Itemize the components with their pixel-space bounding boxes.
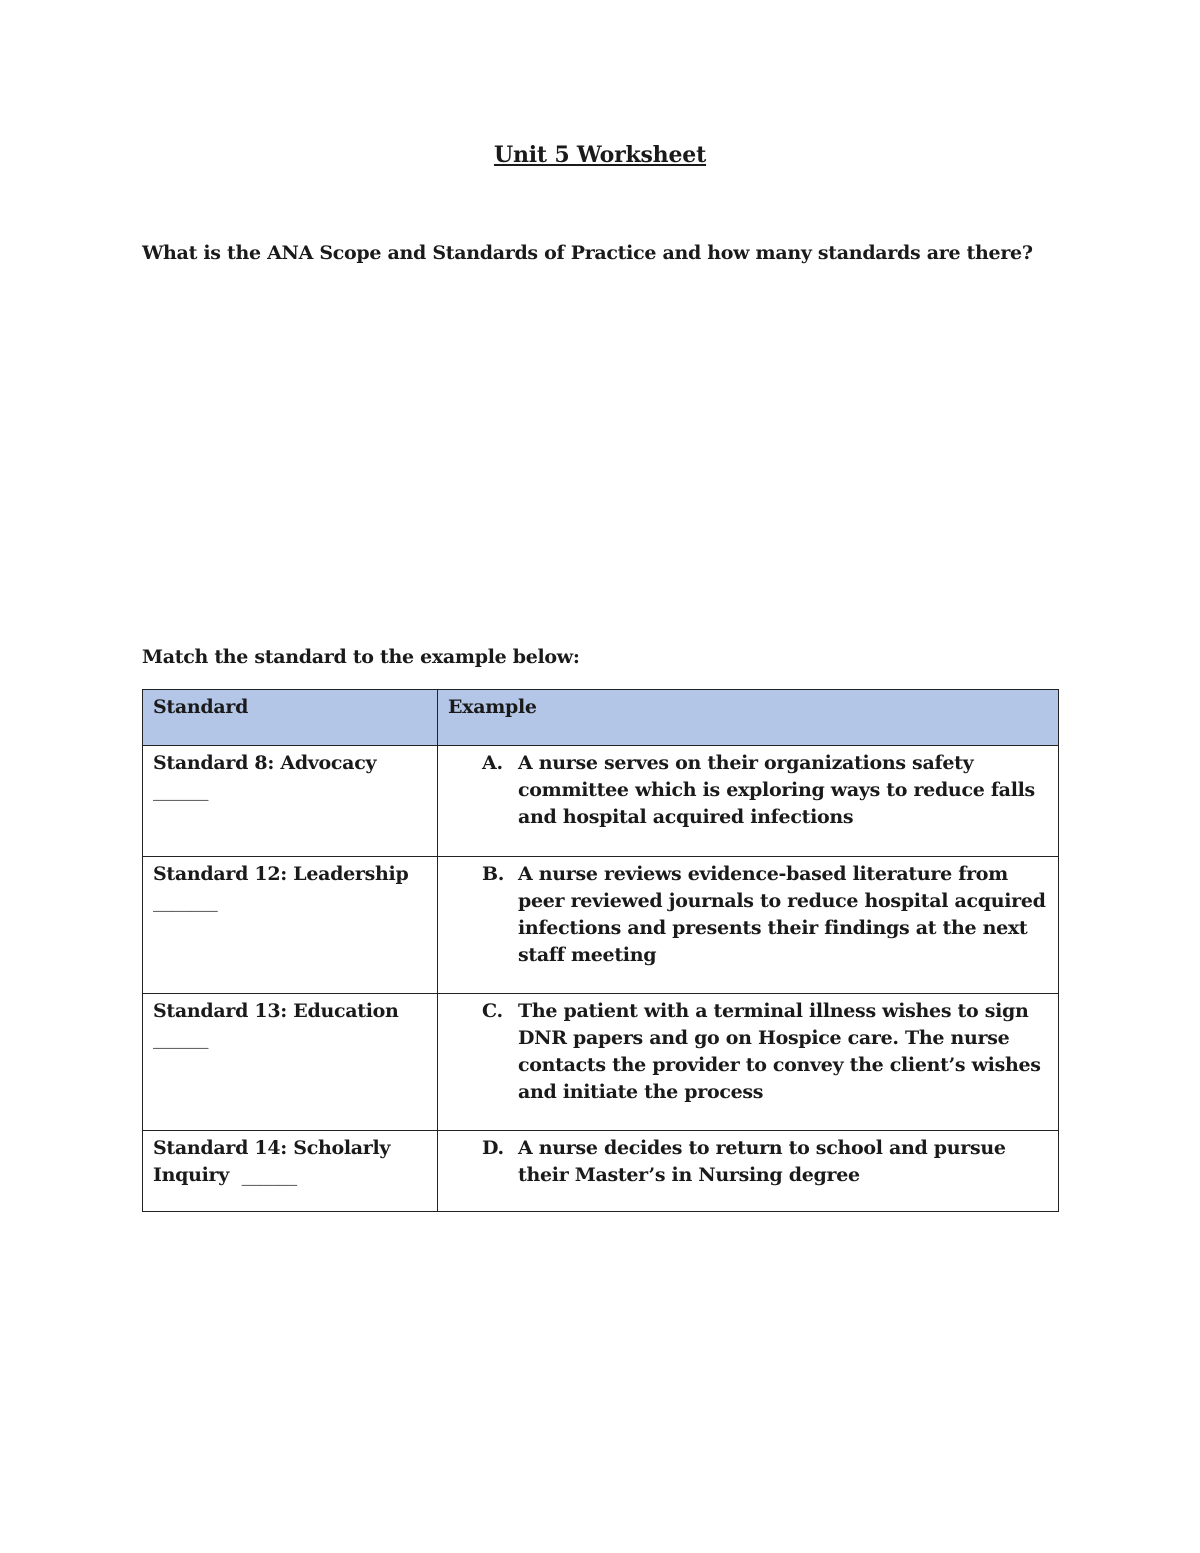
table-row [143, 1131, 1059, 1212]
page-title: Unit 5 Worksheet [493, 142, 707, 168]
example-text: A nurse reviews evidence-based literature from peer reviewed journals to reduce hospital acquired infections and presents their findings at the next staff meeting [518, 863, 1046, 966]
header-example: Example [438, 690, 1059, 746]
standard-label: Standard 14: Scholarly Inquiry [153, 1137, 391, 1186]
standard-label: Standard 8: Advocacy [153, 752, 377, 774]
standard-cell [143, 1131, 438, 1212]
example-cell [438, 857, 1059, 994]
example-text: The patient with a terminal illness wishes to sign DNR papers and go on Hospice care. The nurse contacts the provider to convey the client’s wishes and initiate the process [518, 1000, 1041, 1103]
table-row [143, 857, 1059, 994]
example-letter: A. [482, 752, 503, 774]
header-standard: Standard [143, 690, 438, 746]
standard-label: Standard 13: Education [153, 1000, 399, 1022]
example-cell [438, 994, 1059, 1131]
standard-cell [143, 857, 438, 994]
example-letter: C. [482, 1000, 503, 1022]
standard-cell [143, 994, 438, 1131]
example-cell [438, 746, 1059, 857]
table-row [143, 994, 1059, 1131]
question-text: What is the ANA Scope and Standards of Practice and how many standards are there? [142, 242, 1033, 264]
answer-blank: ______ [241, 1164, 297, 1186]
standard-label: Standard 12: Leadership [153, 863, 409, 885]
table-row [143, 746, 1059, 857]
example-text: A nurse serves on their organizations safety committee which is exploring ways to reduce falls and hospital acquired infections [518, 752, 1035, 828]
answer-blank: ______ [153, 1027, 209, 1049]
instruction-text: Match the standard to the example below: [142, 646, 580, 668]
example-letter: B. [482, 863, 505, 885]
table-header-row [143, 690, 1059, 746]
example-text: A nurse decides to return to school and pursue their Master’s in Nursing degree [518, 1137, 1006, 1186]
example-cell [438, 1131, 1059, 1212]
matching-table [142, 689, 1059, 1212]
standard-cell [143, 746, 438, 857]
answer-blank: _______ [153, 890, 218, 912]
answer-blank: ______ [153, 779, 209, 801]
example-letter: D. [482, 1137, 504, 1159]
